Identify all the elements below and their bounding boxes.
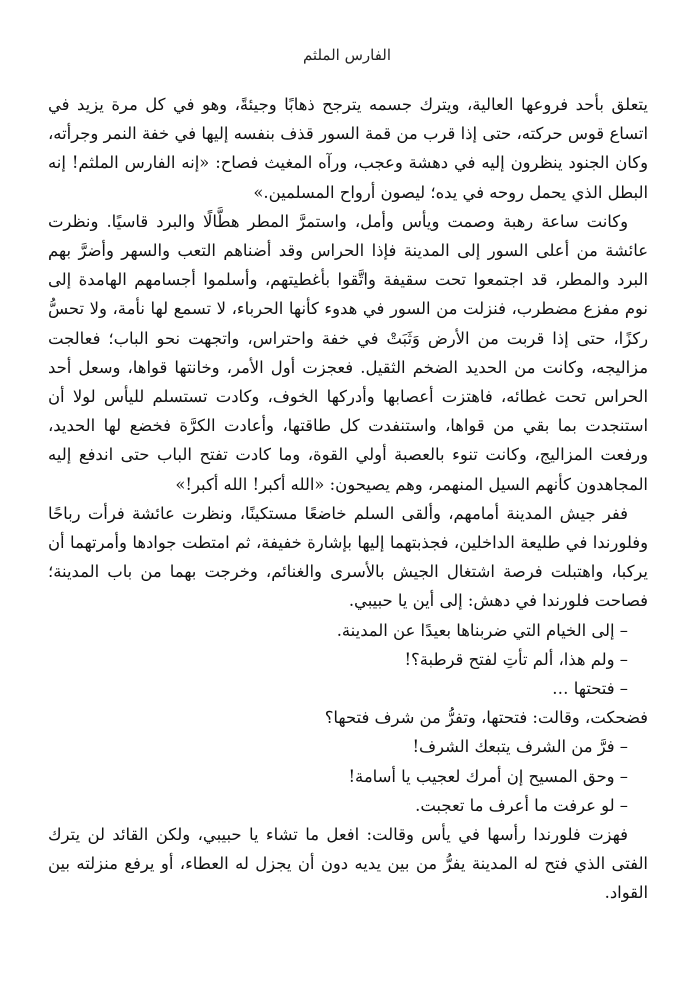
paragraph-2: وكانت ساعة رهبة وصمت ويأس وأمل، واستمرَّ المطر هطَّالًا والبرد قاسيًا. ونظرت عائشة من أعلى السور إلى المدينة فإذا الحراس وقد أضناهم التعب والسهر وأضرَّ بهم البرد والمطر، قد اجتمعوا تحت سقيفة واتَّقوا بأغطيتهم، وأسلموا أجسامهم الهامدة إلى نوم مفزع مضطرب، فنزلت من السور في هدوء كأنها الحرباء، لا تسمع لها نأمة، ولا تحسُّ ركزًا، حتى إذا قربت من الأرض وَثَبَتْ في خفة واحتراس، واتجهت نحو الباب؛ فعالجت مزاليجه، وكانت من الحديد الضخم الثقيل. فعجزت أول الأمر، وخانتها قواها، وسعل أحد الحراس تحت غطائه، فاهتزت أعصابها وأدركها الخوف، وكادت تستسلم لليأس لولا أن استنجدت بما بقي من قواها، واستنفدت كل طاقتها، وأعادت الكرَّة فخضع لها الحديد، ورفعت المزاليج، وكانت تنوء بالعصبة أولي القوة، وما كادت تفتح الباب حتى اندفع إليه المجاهدون كأنهم السيل المنهمر، وهم يصيحون: «الله أكبر! الله أكبر!» [48, 211, 648, 494]
dialogue-line: – ولم هذا، ألم تأتِ لفتح قرطبة؟! [404, 649, 628, 669]
dialogue-line: – لو عرفت ما أعرف ما تعجبت. [415, 795, 628, 815]
body-text [48, 90, 648, 908]
paragraph-1: يتعلق بأحد فروعها العالية، ويترك جسمه يترجح ذهابًا وجيئةً، وهو في كل مرة يزيد في اتساع قوس حركته، حتى إذا قرب من قمة السور قذف بنفسه إليها في خفة النمر وجرأته، وكان الجنود ينظرون إليه في دهشة وعجب، ورآه المغيث فصاح: «إنه الفارس الملثم! إنه البطل الذي يحمل روحه في يده؛ ليصون أرواح المسلمين.» [48, 95, 648, 202]
dialogue-line: – فتحتها … [552, 679, 628, 699]
narration-line: فضحكت، وقالت: فتحتها، وتفرُّ من شرف فتحها؟ [324, 708, 648, 728]
dialogue-line: – فرَّ من الشرف يتبعك الشرف! [412, 737, 628, 757]
dialogue-line: – إلى الخيام التي ضربناها بعيدًا عن المدينة. [336, 620, 628, 640]
paragraph-final: فهزت فلورندا رأسها في يأس وقالت: افعل ما تشاء يا حبيبي، ولكن القائد لن يترك الفتى الذي فتح له المدينة يفرُّ من بين يديه دون أن يجزل له العطاء، أو يرفع منزلته بين القواد. [48, 825, 648, 903]
paragraph-3: ففر جيش المدينة أمامهم، وألقى السلم خاضعًا مستكينًا، ونظرت عائشة فرأت رباحًا وفلورندا في طليعة الداخلين، فجذبتهما إليها بإشارة خفيفة، ثم امتطت جوادها وأمرتهما أن يركبا، واهتبلت فرصة اشتغال الجيش بالأسرى والغنائم، وخرجت بهما من باب المدينة؛ فصاحت فلورندا في دهش: إلى أين يا حبيبي. [48, 503, 648, 611]
running-header: الفارس الملثم [302, 46, 392, 64]
dialogue-line: – وحق المسيح إن أمرك لعجيب يا أسامة! [348, 766, 628, 786]
